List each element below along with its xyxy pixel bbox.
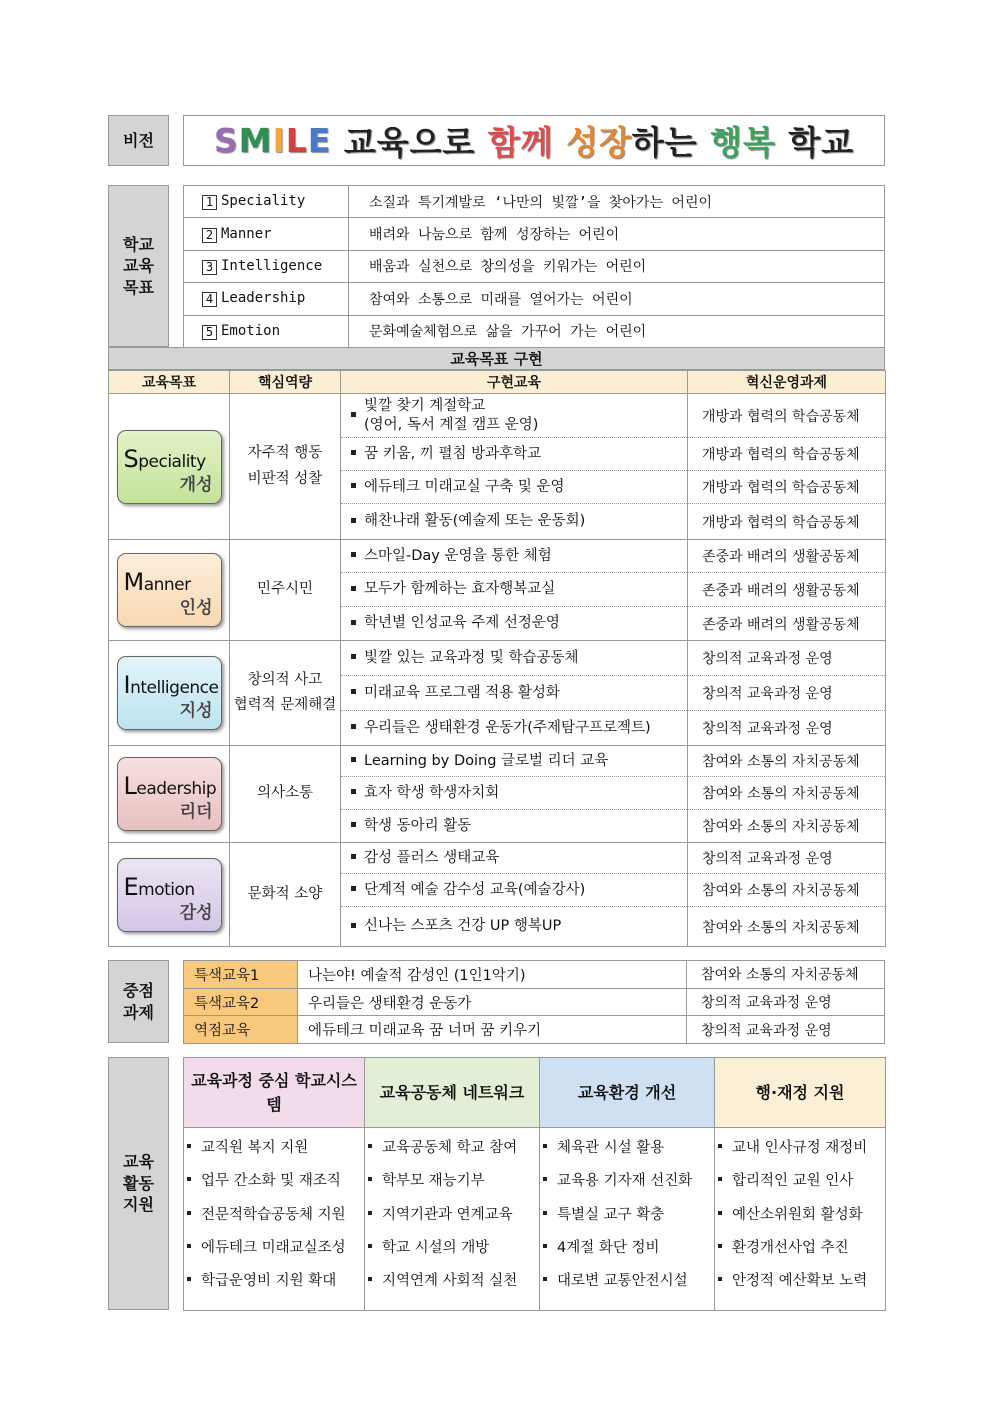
implementation-row — [109, 843, 886, 874]
bullet-icon — [543, 1144, 547, 1148]
support-column-body — [365, 1128, 540, 1311]
bullet-icon — [718, 1144, 722, 1148]
program-text: 꿈 키움, 끼 펼침 방과후학교 — [364, 445, 542, 462]
support-list-item — [365, 1205, 539, 1238]
vision-text-part: 성장 — [566, 123, 632, 162]
support-item-text: 4계절 화단 정비 — [557, 1239, 660, 1256]
program-cell — [341, 874, 688, 907]
support-column-body — [540, 1128, 715, 1311]
support-item-text: 대로변 교통안전시설 — [557, 1273, 688, 1290]
implementation-table — [108, 370, 886, 947]
support-item-text: 지역연계 사회적 실천 — [382, 1273, 518, 1290]
program-cell — [341, 641, 688, 676]
focus-row — [184, 988, 885, 1016]
goal-badge-initial: L — [123, 772, 137, 800]
goal-badge-cell — [109, 394, 230, 540]
focus-row — [184, 1016, 885, 1044]
support-list-item — [365, 1271, 539, 1304]
program-text: 감성 플러스 생태교육 — [364, 849, 500, 866]
goal-name-cell — [184, 250, 349, 282]
goal-badge-cell — [109, 843, 230, 947]
support-list-item — [715, 1138, 885, 1171]
competency-cell: 민주시민 — [230, 540, 341, 641]
program-cell — [341, 438, 688, 471]
support-item-text: 안정적 예산확보 노력 — [732, 1273, 868, 1290]
focus-row — [184, 961, 885, 989]
bullet-icon — [718, 1244, 722, 1248]
focus-description: 우리들은 생태환경 운동가 — [298, 988, 687, 1016]
support-list-item — [540, 1238, 714, 1271]
competency-cell: 자주적 행동 비판적 성찰 — [230, 394, 341, 540]
goal-description: 배려와 나눔으로 함께 성장하는 어린이 — [349, 218, 885, 250]
implementation-row — [109, 394, 886, 438]
goal-badge-cell — [109, 746, 230, 843]
support-list-item — [540, 1205, 714, 1238]
goal-badge-english — [124, 445, 206, 473]
support-column-body — [184, 1128, 365, 1311]
vision-text-part: 하는 — [631, 123, 711, 162]
bullet-icon — [351, 586, 356, 591]
innovation-task-cell: 개방과 협력의 학습공동체 — [688, 471, 886, 504]
bullet-icon — [351, 822, 356, 827]
bullet-icon — [187, 1244, 191, 1248]
program-cell — [341, 777, 688, 810]
goal-name-cell — [184, 186, 349, 218]
vision-text-part: 학교 — [775, 123, 855, 162]
goal-row — [184, 250, 885, 282]
bullet-icon — [351, 552, 356, 557]
support-list-item — [715, 1271, 885, 1304]
support-item-text: 학부모 재능기부 — [382, 1173, 485, 1190]
vision-text-part: M — [238, 121, 273, 160]
vision-text-part — [554, 121, 567, 160]
program-cell — [341, 843, 688, 874]
innovation-task-cell: 참여와 소통의 자치공동체 — [688, 746, 886, 777]
innovation-task-cell: 개방과 협력의 학습공동체 — [688, 394, 886, 438]
bullet-icon — [351, 450, 356, 455]
support-list-item — [184, 1271, 364, 1304]
bullet-icon — [718, 1211, 722, 1215]
program-cell — [341, 471, 688, 504]
goal-badge — [117, 430, 222, 504]
support-list-item — [184, 1171, 364, 1204]
support-list-item — [365, 1238, 539, 1271]
support-list-item — [184, 1138, 364, 1171]
goal-badge-rest: eadership — [136, 779, 217, 799]
program-text: 단계적 예술 감수성 교육(예술강사) — [364, 881, 586, 898]
program-cell — [341, 573, 688, 607]
focus-description: 나는야! 예술적 감성인 (1인1악기) — [298, 961, 687, 989]
bullet-icon — [187, 1277, 191, 1281]
bullet-icon — [351, 412, 356, 417]
support-list-item — [365, 1171, 539, 1204]
bullet-icon — [368, 1244, 372, 1248]
support-column-title: 교육환경 개선 — [540, 1058, 715, 1128]
innovation-task-cell: 창의적 교육과정 운영 — [688, 676, 886, 711]
bullet-icon — [351, 724, 356, 729]
support-item-text: 교육용 기자재 선진화 — [557, 1173, 693, 1190]
goal-badge-initial: E — [123, 872, 139, 901]
goal-badge-initial: I — [123, 671, 131, 699]
support-list-item — [715, 1238, 885, 1271]
support-item-text: 교직원 복지 지원 — [201, 1140, 309, 1156]
vision-text-part: I — [272, 121, 286, 160]
innovation-task-cell: 존중과 배려의 생활공동체 — [688, 607, 886, 641]
bullet-icon — [351, 854, 356, 859]
goal-badge-rest: motion — [138, 879, 195, 900]
bullet-icon — [351, 518, 356, 523]
header-competency: 핵심역량 — [230, 371, 341, 394]
support-column-body — [715, 1128, 886, 1311]
support-list-item — [715, 1171, 885, 1204]
goal-name-cell — [184, 315, 349, 347]
program-cell — [341, 394, 688, 438]
goal-number: 4 — [202, 292, 217, 307]
bullet-icon — [718, 1177, 722, 1181]
program-text: 빛깔 있는 교육과정 및 학습공동체 — [364, 649, 579, 666]
goals-label: 학교 교육 목표 — [108, 185, 169, 347]
competency-cell: 문화적 소양 — [230, 843, 341, 947]
goal-description: 배움과 실천으로 창의성을 키워가는 어린이 — [349, 250, 885, 282]
program-cell — [341, 907, 688, 947]
support-item-text: 특별실 교구 확충 — [557, 1206, 665, 1223]
focus-table — [183, 960, 885, 1044]
bullet-icon — [368, 1177, 372, 1181]
bullet-icon — [368, 1277, 372, 1281]
goal-badge-korean: 지성 — [179, 701, 213, 721]
goal-badge-rest: ntelligence — [130, 678, 219, 698]
bullet-icon — [351, 789, 356, 794]
support-item-text: 환경개선사업 추진 — [732, 1239, 849, 1256]
implementation-header-row — [109, 371, 886, 394]
support-list-item — [365, 1138, 539, 1171]
bullet-icon — [543, 1177, 547, 1181]
focus-task: 참여와 소통의 자치공동체 — [687, 961, 885, 989]
bullet-icon — [543, 1277, 547, 1281]
vision-text-part: 함께 — [487, 123, 554, 162]
goal-badge-korean: 리더 — [179, 802, 213, 822]
program-cell — [341, 711, 688, 746]
innovation-task-cell: 존중과 배려의 생활공동체 — [688, 573, 886, 607]
goal-row — [184, 315, 885, 347]
focus-name: 특색교육2 — [184, 988, 298, 1016]
support-item-text: 합리적인 교원 인사 — [732, 1173, 854, 1190]
bullet-icon — [351, 923, 356, 928]
goal-name: Speciality — [221, 193, 306, 210]
goal-badge-korean: 감성 — [179, 902, 213, 923]
goal-name-cell — [184, 218, 349, 250]
goal-badge-cell — [109, 641, 230, 746]
implementation-title: 교육목표 구현 — [108, 347, 885, 370]
goal-number: 5 — [202, 325, 217, 340]
vision-text-part: 교육으로 — [331, 123, 488, 162]
innovation-task-cell: 참여와 소통의 자치공동체 — [688, 810, 886, 843]
program-text: 모두가 함께하는 효자행복교실 — [364, 581, 556, 598]
competency-cell: 의사소통 — [230, 746, 341, 843]
goal-name: Leadership — [221, 290, 306, 307]
support-list — [184, 1138, 364, 1304]
program-text: 빛깔 찾기 계절학교 (영어, 독서 계절 캠프 운영) — [364, 398, 539, 433]
bullet-icon — [351, 757, 356, 762]
implementation-row — [109, 746, 886, 777]
support-item-text: 에듀테크 미래교실조성 — [201, 1239, 346, 1256]
goal-name-cell — [184, 283, 349, 315]
focus-description: 에듀테크 미래교육 꿈 너머 꿈 키우기 — [298, 1016, 687, 1044]
support-item-text: 지역기관과 연계교육 — [382, 1206, 513, 1223]
goal-badge-initial: S — [123, 444, 139, 473]
vision-text-part: L — [285, 121, 308, 160]
support-column-title: 행·재정 지원 — [715, 1058, 886, 1128]
goal-badge-english — [124, 671, 219, 699]
program-text: 스마일-Day 운영을 통한 체험 — [364, 547, 552, 564]
support-column-title: 교육과정 중심 학교시스템 — [184, 1058, 365, 1128]
vision-label: 비전 — [108, 115, 169, 166]
bullet-icon — [187, 1211, 191, 1215]
vision-text-part: E — [307, 121, 332, 160]
support-item-text: 교내 인사규정 재정비 — [732, 1140, 868, 1156]
program-text: 우리들은 생태환경 운동가(주제탐구프로젝트) — [364, 719, 651, 736]
vision-statement — [183, 115, 885, 166]
program-cell — [341, 676, 688, 711]
goal-badge-english — [124, 873, 195, 901]
vision-text-part: S — [213, 121, 239, 160]
innovation-task-cell: 참여와 소통의 자치공동체 — [688, 777, 886, 810]
support-item-text: 예산소위원회 활성화 — [732, 1206, 863, 1223]
support-list-item — [184, 1205, 364, 1238]
competency-cell: 창의적 사고 협력적 문제해결 — [230, 641, 341, 746]
support-list-item — [540, 1271, 714, 1304]
implementation-row — [109, 540, 886, 573]
goal-badge-korean: 인성 — [179, 598, 213, 618]
bullet-icon — [187, 1177, 191, 1181]
bullet-icon — [351, 483, 356, 488]
goal-name: Emotion — [221, 322, 281, 339]
program-text: 미래교육 프로그램 적용 활성화 — [364, 684, 560, 701]
goal-number: 2 — [202, 228, 217, 243]
program-cell — [341, 607, 688, 641]
bullet-icon — [718, 1277, 722, 1281]
focus-label: 중점 과제 — [108, 960, 169, 1043]
goal-row — [184, 218, 885, 250]
bullet-icon — [368, 1211, 372, 1215]
innovation-task-cell: 존중과 배려의 생활공동체 — [688, 540, 886, 573]
program-text: 학생 동아리 활동 — [364, 817, 472, 834]
goal-description: 참여와 소통으로 미래를 열어가는 어린이 — [349, 283, 885, 315]
goal-badge-rest: peciality — [138, 451, 206, 472]
goal-badge-english — [124, 568, 191, 596]
goal-description: 소질과 특기계발로 ‘나만의 빛깔’을 찾아가는 어린이 — [349, 186, 885, 218]
bullet-icon — [543, 1211, 547, 1215]
program-text: 학년별 인성교육 주제 선정운영 — [364, 615, 560, 632]
goal-badge — [117, 858, 222, 932]
goal-name: Manner — [221, 225, 272, 242]
vision-text-part: 행복 — [710, 123, 776, 162]
goal-badge — [117, 656, 222, 730]
innovation-task-cell: 창의적 교육과정 운영 — [688, 641, 886, 676]
support-list-item — [540, 1171, 714, 1204]
goal-badge — [117, 553, 222, 627]
focus-name: 역점교육 — [184, 1016, 298, 1044]
innovation-task-cell: 참여와 소통의 자치공동체 — [688, 907, 886, 947]
innovation-task-cell: 참여와 소통의 자치공동체 — [688, 874, 886, 907]
implementation-row — [109, 641, 886, 676]
program-cell — [341, 746, 688, 777]
support-item-text: 체육관 시설 활용 — [557, 1140, 665, 1156]
support-label: 교육 활동 지원 — [108, 1057, 169, 1310]
goal-description: 문화예술체험으로 삶을 가꾸어 가는 어린이 — [349, 315, 885, 347]
support-list — [365, 1138, 539, 1304]
program-text: Learning by Doing 글로벌 리더 교육 — [364, 752, 609, 769]
goal-row — [184, 283, 885, 315]
support-table — [183, 1057, 886, 1311]
goal-number: 1 — [202, 195, 217, 210]
bullet-icon — [368, 1144, 372, 1148]
support-list-item — [715, 1205, 885, 1238]
program-text: 해찬나래 활동(예술제 또는 운동회) — [364, 513, 586, 530]
program-cell — [341, 540, 688, 573]
bullet-icon — [351, 689, 356, 694]
goal-badge-english — [124, 772, 217, 800]
bullet-icon — [351, 620, 356, 625]
focus-name: 특색교육1 — [184, 961, 298, 989]
goal-badge-korean: 개성 — [179, 474, 213, 495]
goals-table — [183, 185, 885, 348]
innovation-task-cell: 개방과 협력의 학습공동체 — [688, 504, 886, 540]
bullet-icon — [543, 1244, 547, 1248]
support-list-item — [184, 1238, 364, 1271]
program-text: 신나는 스포츠 건강 UP 행복UP — [364, 918, 562, 935]
program-cell — [341, 504, 688, 540]
goal-badge-rest: anner — [143, 575, 191, 595]
support-item-text: 교육공동체 학교 참여 — [382, 1140, 518, 1156]
goal-name: Intelligence — [221, 257, 323, 274]
bullet-icon — [187, 1144, 191, 1148]
program-text: 효자 학생 학생자치회 — [364, 784, 500, 801]
support-item-text: 업무 간소화 및 재조직 — [201, 1173, 341, 1190]
header-goal: 교육목표 — [109, 371, 230, 394]
support-list — [715, 1138, 885, 1304]
focus-task: 창의적 교육과정 운영 — [687, 1016, 885, 1044]
goal-number: 3 — [202, 260, 217, 275]
focus-task: 창의적 교육과정 운영 — [687, 988, 885, 1016]
goal-badge-cell — [109, 540, 230, 641]
support-item-text: 학급운영비 지원 확대 — [201, 1273, 337, 1290]
innovation-task-cell: 창의적 교육과정 운영 — [688, 843, 886, 874]
header-task: 혁신운영과제 — [688, 371, 886, 394]
innovation-task-cell: 개방과 협력의 학습공동체 — [688, 438, 886, 471]
goal-badge-initial: M — [123, 568, 144, 596]
program-text: 에듀테크 미래교실 구축 및 운영 — [364, 478, 565, 495]
support-list-item — [540, 1138, 714, 1171]
support-list — [540, 1138, 714, 1304]
bullet-icon — [351, 654, 356, 659]
header-program: 구현교육 — [341, 371, 688, 394]
support-column-title: 교육공동체 네트워크 — [365, 1058, 540, 1128]
bullet-icon — [351, 886, 356, 891]
goal-row — [184, 186, 885, 218]
support-item-text: 전문적학습공동체 지원 — [201, 1206, 346, 1223]
goal-badge — [117, 757, 222, 831]
support-item-text: 학교 시설의 개방 — [382, 1239, 490, 1256]
innovation-task-cell: 창의적 교육과정 운영 — [688, 711, 886, 746]
program-cell — [341, 810, 688, 843]
